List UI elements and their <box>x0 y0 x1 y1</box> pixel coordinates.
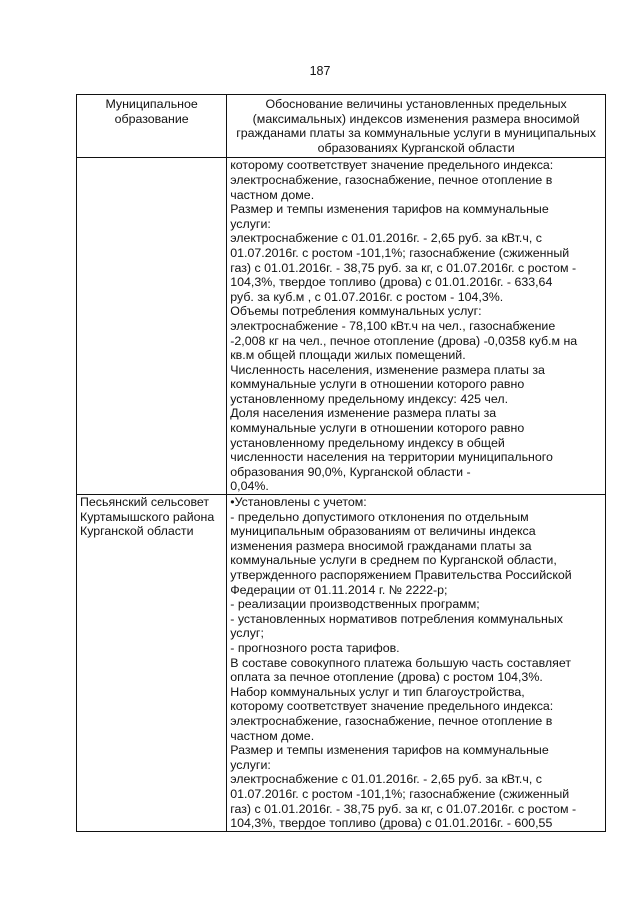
municipality-cell: Песьянский сельсовет Куртамышского района Курганской области <box>77 495 227 832</box>
justification-cell: •Установлены с учетом: - предельно допустимого отклонения по отдельным муниципальным образованиям от величины индекса изменения размера вносимой гражданами платы за коммунальные услуги в среднем по Курганской области, утвержденного распоряжением Правительства Российской Федерации от 01.11.2014 г. № 2222-р; - реализации производственных программ; - установленных нормативов потребления коммунальных услуг; - прогнозного роста тарифов. В составе совокупного платежа большую часть составляет оплата за печное отопление (дрова) с ростом 104,3%. Набор коммунальных услуг и тип благоустройства, которому соответствует значение предельного индекса: электроснабжение, газоснабжение, печное отопление в частном доме. Размер и темпы изменения тарифов на коммунальные услуги: электроснабжение с 01.01.2016г. - 2,65 руб. за кВт.ч, с 01.07.2016г. с ростом -101,1%; газоснабжение (сжиженный газ) с 01.01.2016г. - 38,75 руб. за кг, с 01.07.2016г. с ростом - 104,3%, твердое топливо (дрова) с 01.01.2016г. - 600,55 <box>227 495 606 832</box>
header-justification: Обоснование величины установленных предельных (максимальных) индексов изменения размера вносимой гражданами платы за коммунальные услуги в муниципальных образованиях Курганской области <box>227 95 606 158</box>
tariff-justification-table <box>76 94 606 832</box>
table-row <box>77 495 606 832</box>
table-row <box>77 158 606 495</box>
table-header-row <box>77 95 606 158</box>
justification-cell: которому соответствует значение предельного индекса: электроснабжение, газоснабжение, печное отопление в частном доме. Размер и темпы изменения тарифов на коммунальные услуги: электроснабжение с 01.01.2016г. - 2,65 руб. за кВт.ч, с 01.07.2016г. с ростом -101,1%; газоснабжение (сжиженный газ) с 01.01.2016г. - 38,75 руб. за кг, с 01.07.2016г. с ростом - 104,3%, твердое топливо (дрова) с 01.01.2016г. - 633,64 руб. за куб.м , с 01.07.2016г. с ростом - 104,3%. Объемы потребления коммунальных услуг: электроснабжение - 78,100 кВт.ч на чел., газоснабжение -2,008 кг на чел., печное отопление (дрова) -0,0358 куб.м на кв.м общей площади жилых помещений. Численность населения, изменение размера платы за коммунальные услуги в отношении которого равно установленному предельному индексу: 425 чел. Доля населения изменение размера платы за коммунальные услуги в отношении которого равно установленному предельному индексу в общей численности населения на территории муниципального образования 90,0%, Курганской области - 0,04%. <box>227 158 606 495</box>
header-municipality: Муниципальное образование <box>77 95 227 158</box>
page-number: 187 <box>309 64 331 78</box>
municipality-cell <box>77 158 227 495</box>
